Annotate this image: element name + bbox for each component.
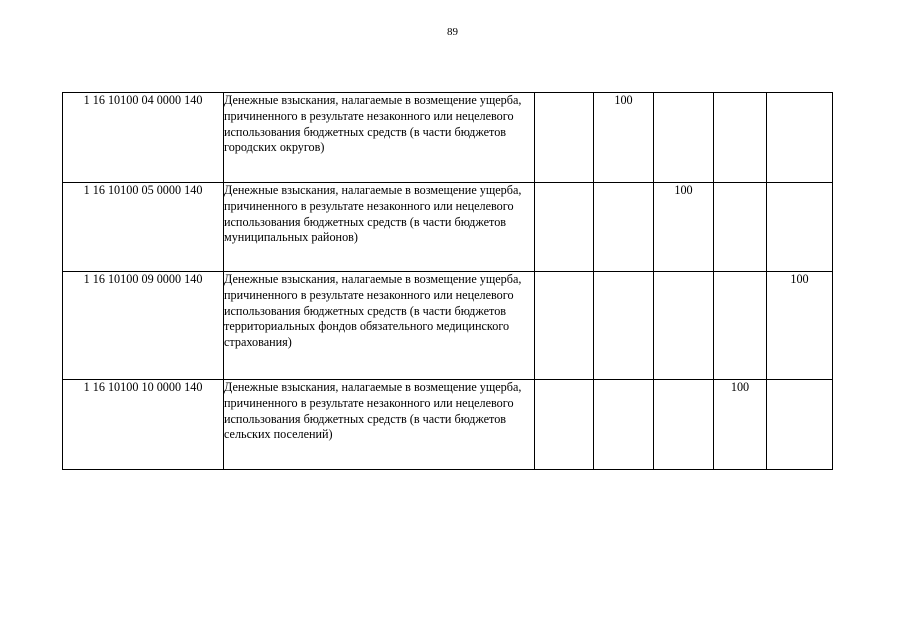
description-cell: Денежные взыскания, налагаемые в возмещение ущерба, причиненного в результате незаконного или нецелевого использования бюджетных средств (в части бюджетов муниципальных районов) bbox=[224, 183, 535, 272]
value-cell bbox=[767, 380, 833, 470]
budget-code-cell: 1 16 10100 10 0000 140 bbox=[63, 380, 224, 470]
value-cell: 100 bbox=[654, 183, 714, 272]
budget-code-cell: 1 16 10100 05 0000 140 bbox=[63, 183, 224, 272]
table-row bbox=[63, 272, 833, 380]
value-cell bbox=[594, 380, 654, 470]
value-cell bbox=[535, 183, 594, 272]
page-number: 89 bbox=[447, 26, 458, 38]
value-cell: 100 bbox=[767, 272, 833, 380]
value-cell bbox=[767, 183, 833, 272]
value-cell bbox=[535, 380, 594, 470]
value-cell bbox=[714, 93, 767, 183]
description-cell: Денежные взыскания, налагаемые в возмещение ущерба, причиненного в результате незаконного или нецелевого использования бюджетных средств (в части бюджетов сельских поселений) bbox=[224, 380, 535, 470]
description-cell: Денежные взыскания, налагаемые в возмещение ущерба, причиненного в результате незаконного или нецелевого использования бюджетных средств (в части бюджетов городских округов) bbox=[224, 93, 535, 183]
value-cell bbox=[594, 272, 654, 380]
table-row bbox=[63, 93, 833, 183]
value-cell bbox=[654, 380, 714, 470]
value-cell bbox=[594, 183, 654, 272]
value-cell bbox=[767, 93, 833, 183]
value-cell bbox=[714, 272, 767, 380]
value-cell: 100 bbox=[714, 380, 767, 470]
value-cell bbox=[654, 93, 714, 183]
value-cell: 100 bbox=[594, 93, 654, 183]
description-cell: Денежные взыскания, налагаемые в возмещение ущерба, причиненного в результате незаконного или нецелевого использования бюджетных средств (в части бюджетов территориальных фондов обязательного медицинского страхования) bbox=[224, 272, 535, 380]
budget-code-cell: 1 16 10100 04 0000 140 bbox=[63, 93, 224, 183]
value-cell bbox=[714, 183, 767, 272]
table-row bbox=[63, 380, 833, 470]
budget-revenue-table bbox=[62, 92, 833, 470]
budget-code-cell: 1 16 10100 09 0000 140 bbox=[63, 272, 224, 380]
value-cell bbox=[535, 272, 594, 380]
value-cell bbox=[535, 93, 594, 183]
table-row bbox=[63, 183, 833, 272]
value-cell bbox=[654, 272, 714, 380]
